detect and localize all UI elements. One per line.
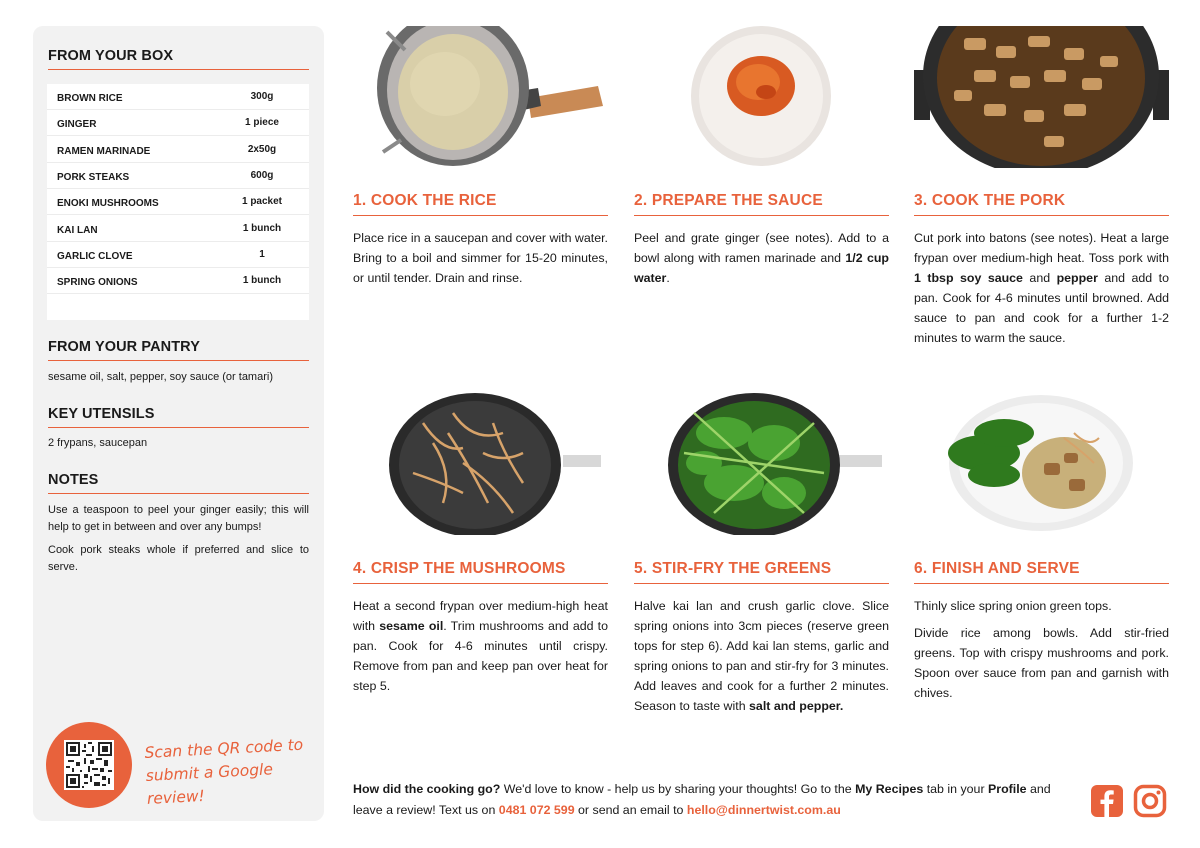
qr-code-icon[interactable] xyxy=(64,740,114,790)
emphasis-text: How did the cooking go? xyxy=(353,782,501,796)
from-your-box-heading: FROM YOUR BOX xyxy=(48,48,309,70)
ingredient-row xyxy=(47,110,309,136)
facebook-icon[interactable] xyxy=(1090,784,1124,818)
emphasis-text: salt and pepper. xyxy=(749,699,844,713)
text-span: or send an email to xyxy=(574,803,687,817)
instagram-icon[interactable] xyxy=(1133,784,1167,818)
ingredient-row xyxy=(47,163,309,189)
ingredient-name: GINGER xyxy=(57,119,97,131)
step-body xyxy=(914,596,1169,710)
ingredient-name: SPRING ONIONS xyxy=(57,277,138,289)
sidebar xyxy=(33,26,324,821)
qr-badge[interactable] xyxy=(46,722,132,808)
step-paragraph xyxy=(914,623,1169,703)
step-title: 2. PREPARE THE SAUCE xyxy=(634,192,889,216)
ingredient-name: BROWN RICE xyxy=(57,93,123,104)
text-span: and xyxy=(1022,271,1057,285)
ingredient-name: PORK STEAKS xyxy=(57,171,130,183)
ingredient-name: ENOKI MUSHROOMS xyxy=(57,198,159,210)
step-title: 1. COOK THE RICE xyxy=(353,192,608,216)
emphasis-text: 1 tbsp soy sauce xyxy=(914,271,1023,285)
text-span: . Trim mushrooms and add to pan. Cook for 4-6 minutes until crispy. Remove from pan and keep pan over heat for step 5. xyxy=(353,619,609,693)
review-footer xyxy=(353,779,1073,821)
contact-link[interactable]: hello@dinnertwist.com.au xyxy=(686,803,841,817)
mushroom-pan-photo xyxy=(353,393,608,535)
step-body xyxy=(634,228,889,295)
text-span: Halve kai lan and crush garlic clove. Slice spring onions into 3cm pieces (reserve green tops for step 6). Add kai lan stems, garlic and spring onions to pan and stir-fry for 3 minutes. Add leaves and cook for a further 2 minutes. Season to taste with xyxy=(634,599,889,713)
step-title: 4. CRISP THE MUSHROOMS xyxy=(353,560,608,584)
step-paragraph xyxy=(353,228,608,288)
ingredient-quantity: 1 bunch xyxy=(242,275,282,287)
step-paragraph xyxy=(634,228,889,288)
from-your-pantry-heading: FROM YOUR PANTRY xyxy=(48,339,309,361)
ingredient-quantity: 1 piece xyxy=(245,117,279,129)
text-span: We'd love to know - help us by sharing your thoughts! Go to the xyxy=(500,782,856,796)
ingredient-row xyxy=(47,216,309,242)
ingredient-quantity: 1 packet xyxy=(241,196,283,208)
ingredient-quantity: 300g xyxy=(250,91,274,102)
qr-caption-line: Scan the QR code to xyxy=(144,735,304,762)
step-title: 5. STIR-FRY THE GREENS xyxy=(634,560,889,584)
text-span: Divide rice among bowls. Add stir-fried greens. Top with crispy mushrooms and pork. Spoon over sauce from pan and garnish with chives. xyxy=(914,626,1169,700)
note-paragraph: Cook pork steaks whole if preferred and slice to serve. xyxy=(48,544,309,573)
ingredient-quantity: 2x50g xyxy=(247,143,277,155)
ingredient-name: KAI LAN xyxy=(57,224,98,236)
note-paragraph: Use a teaspoon to peel your ginger easily; this will help to get in between and over any bumps! xyxy=(48,504,309,533)
sauce-bowl-photo xyxy=(634,26,889,168)
text-span: Cut pork into batons (see notes). Heat a large frypan over medium-high heat. Toss pork with xyxy=(914,231,1169,265)
finished-bowl-photo xyxy=(914,393,1169,535)
text-span: tab in your xyxy=(923,782,989,796)
ingredient-row xyxy=(47,189,309,215)
ingredient-row xyxy=(47,84,309,110)
key-utensils-heading: KEY UTENSILS xyxy=(48,406,309,428)
greens-pan-photo xyxy=(634,393,889,535)
text-span: and leave a review! Text us on xyxy=(353,782,1051,817)
ingredient-row xyxy=(47,137,309,163)
pork-pan-photo xyxy=(914,26,1169,168)
emphasis-text: pepper xyxy=(1056,271,1098,285)
utensils-text: 2 frypans, saucepan xyxy=(48,437,148,449)
ingredient-name: RAMEN MARINADE xyxy=(57,145,151,157)
step-body xyxy=(353,228,608,295)
qr-caption xyxy=(144,733,317,811)
text-span: Peel and grate ginger (see notes). Add to a bowl along with ramen marinade and xyxy=(634,231,889,265)
rice-strainer-photo xyxy=(353,26,608,168)
text-span: Heat a second frypan over medium-high heat with xyxy=(353,599,608,633)
step-title: 6. FINISH AND SERVE xyxy=(914,560,1169,584)
step-paragraph xyxy=(353,596,608,696)
text-span: Place rice in a saucepan and cover with water. Bring to a boil and simmer for 15-20 minutes, or until tender. Drain and rinse. xyxy=(353,231,608,285)
text-span: and add to pan. Cook for 4-6 minutes until browned. Add sauce to pan and cook for a further 1-2 minutes to warm the sauce. xyxy=(914,271,1169,345)
text-span: . xyxy=(666,271,670,285)
ingredient-table xyxy=(47,84,309,320)
qr-caption-line: submit a Google review! xyxy=(145,760,274,808)
step-paragraph xyxy=(914,596,1169,616)
contact-link[interactable]: 0481 072 599 xyxy=(498,803,575,817)
step-title: 3. COOK THE PORK xyxy=(914,192,1169,216)
pantry-text: sesame oil, salt, pepper, soy sauce (or tamari) xyxy=(48,371,273,383)
step-body xyxy=(634,596,889,723)
emphasis-text: Profile xyxy=(988,782,1027,796)
ingredient-quantity: 1 xyxy=(259,248,265,260)
emphasis-text: 1/2 cup water xyxy=(634,251,889,285)
emphasis-text: sesame oil xyxy=(379,619,444,633)
emphasis-text: My Recipes xyxy=(855,782,924,796)
ingredient-row xyxy=(47,268,309,294)
step-paragraph xyxy=(634,596,889,716)
step-body xyxy=(353,596,608,703)
notes-heading: NOTES xyxy=(48,472,309,494)
text-span: Thinly slice spring onion green tops. xyxy=(914,599,1112,613)
ingredient-row xyxy=(47,242,309,268)
step-paragraph xyxy=(914,228,1169,348)
step-body xyxy=(914,228,1169,355)
ingredient-quantity: 600g xyxy=(250,169,274,181)
ingredient-name: GARLIC CLOVE xyxy=(57,250,133,262)
ingredient-quantity: 1 bunch xyxy=(242,222,282,234)
